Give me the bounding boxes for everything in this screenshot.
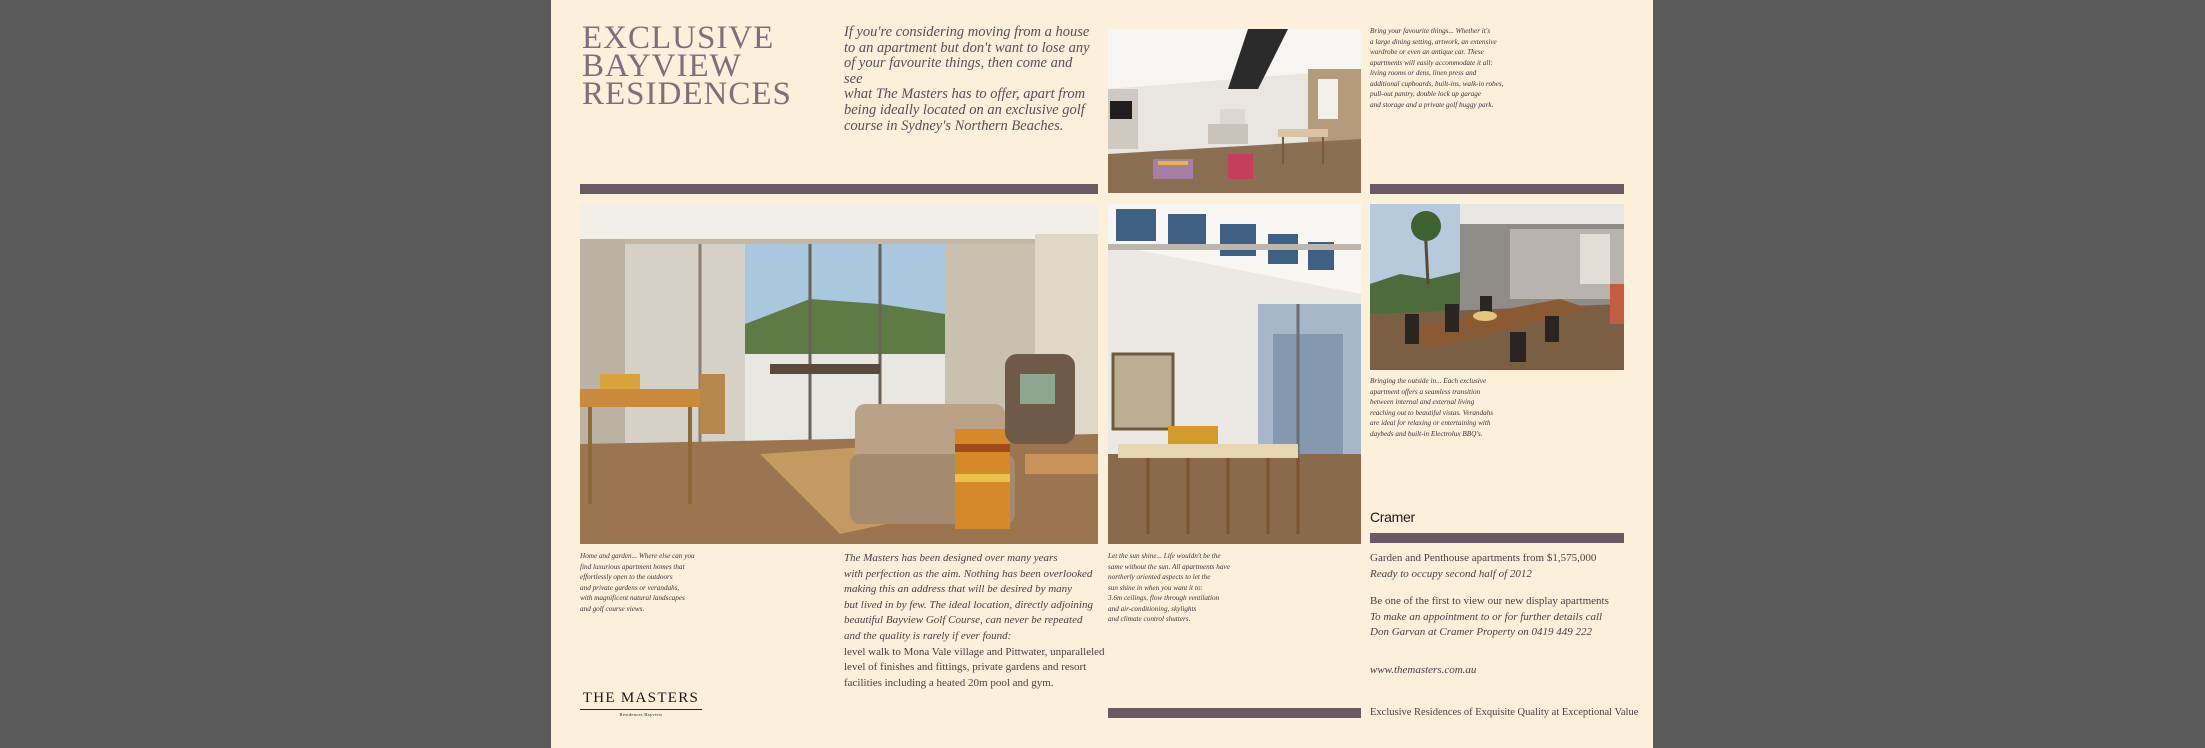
title-line: RESIDENCES — [582, 76, 792, 112]
text-line: The Masters has been designed over many years — [844, 552, 1058, 564]
home-garden-text — [580, 551, 695, 614]
text-line: apartments will easily accommodate it all: — [1370, 58, 1493, 67]
text-line: beautiful Bayview Golf Course, can never be repeated — [844, 614, 1083, 627]
title-line: EXCLUSIVE — [582, 20, 775, 56]
text-line: Let the sun shine... Life wouldn't be the — [1108, 552, 1221, 560]
intro-paragraph — [844, 25, 1090, 134]
text-line: 3.6m ceilings, flow through ventilation — [1108, 594, 1220, 602]
intro-line: of your favourite things, then come and see — [844, 55, 1073, 87]
text-line: effortlessly open to the outdoors — [580, 573, 673, 581]
text-line: sun shine in when you want it to: — [1108, 583, 1203, 592]
intro-line: to an apartment but don't want to lose any — [844, 39, 1090, 56]
tagline: Exclusive Residences of Exquisite Quality at Exceptional Value — [1370, 707, 1639, 718]
text-line: Home and garden... Where else can you — [580, 552, 695, 560]
intro-line: what The Masters has to offer, apart from — [844, 86, 1086, 103]
text-line: and private gardens or verandahs, — [580, 583, 680, 592]
text-line: facilities including a heated 20m pool and gym. — [844, 676, 1054, 689]
text-line: are ideal for relaxing or entertaining with — [1370, 419, 1491, 427]
living-room-photo — [1108, 29, 1361, 193]
appointment-line: Don Garvan at Cramer Property on 0419 449 222 — [1370, 626, 1593, 639]
text-line: and air-conditioning, skylights — [1108, 604, 1197, 613]
text-line: wardrobe or even an antique car. These — [1370, 48, 1484, 56]
accent-bar — [580, 184, 1098, 194]
text-line: level walk to Mona Vale village and Pittwater, unparalleled — [844, 645, 1105, 658]
spacer — [1370, 582, 1609, 594]
text-line: reaching out to beautiful vistas. Verandahs — [1370, 408, 1494, 417]
text-line: same without the sun. All apartments have — [1108, 562, 1230, 571]
text-line: with magnificent natural landscapes — [580, 594, 685, 602]
contact-info — [1370, 551, 1609, 641]
intro-line: being ideally located on an exclusive golf — [844, 101, 1085, 118]
text-line: and storage and a private golf buggy park. — [1370, 100, 1494, 109]
the-masters-logo — [580, 690, 702, 717]
text-line: but lived in by few. The ideal location, directly adjoining — [844, 598, 1093, 611]
text-line: making this an address that will be desired by many — [844, 583, 1073, 596]
sun-shine-text — [1108, 551, 1230, 625]
dining-skylight-photo — [1108, 204, 1361, 544]
price-line: Garden and Penthouse apartments from $1,575,000 — [1370, 552, 1597, 564]
logo-rule — [580, 709, 702, 710]
cramer-logo: Cramer — [1370, 509, 1415, 525]
text-line: pull-out pantry, double lock up garage — [1370, 90, 1481, 98]
favourite-things-text — [1370, 26, 1503, 110]
text-line: and the quality is rarely if ever found: — [844, 629, 1012, 642]
tagline-block — [1370, 705, 1638, 721]
text-line: additional cupboards, built-ins, walk-in robes, — [1370, 79, 1504, 88]
website-block — [1370, 663, 1476, 679]
intro-line: If you're considering moving from a house — [844, 24, 1090, 40]
intro-line: course in Sydney's Northern Beaches. — [844, 117, 1064, 134]
outside-in-text — [1370, 376, 1493, 439]
text-line: with perfection as the aim. Nothing has been overlooked — [844, 567, 1093, 580]
text-line: apartment offers a seamless transition — [1370, 387, 1481, 396]
brochure-page — [551, 0, 1653, 748]
text-line: Bring your favourite things... Whether it's — [1370, 27, 1491, 35]
text-line: find luxurious apartment homes that — [580, 562, 685, 571]
text-line: level of finishes and fittings, private gardens and resort — [844, 661, 1087, 674]
text-line: a large dining setting, artwork, an extensive — [1370, 37, 1497, 46]
main-description — [844, 551, 1105, 691]
masters-logo-text: THE MASTERS — [582, 690, 700, 706]
title-line: BAYVIEW — [582, 48, 742, 84]
text-line: northerly oriented aspects to let the — [1108, 573, 1211, 581]
website-link[interactable]: www.themasters.com.au — [1370, 664, 1477, 676]
text-line: between internal and external living — [1370, 398, 1475, 406]
text-line: living rooms or dens, linen press and — [1370, 69, 1477, 77]
text-line: and climate control shutters. — [1108, 615, 1191, 623]
text-line: daybeds and built-in Electrolux BBQ's. — [1370, 429, 1483, 438]
display-line: Be one of the first to view our new display apartments — [1370, 595, 1609, 608]
page-title — [582, 20, 802, 112]
accent-bar — [1370, 533, 1624, 543]
text-line: and golf course views. — [580, 604, 645, 613]
masters-logo-subtext: Residences Bayview — [619, 712, 663, 717]
open-living-photo — [580, 204, 1098, 544]
ready-line: Ready to occupy second half of 2012 — [1370, 567, 1532, 580]
balcony-dining-photo — [1370, 204, 1624, 370]
accent-bar — [1108, 708, 1361, 718]
text-line: Bringing the outside in... Each exclusive — [1370, 377, 1487, 385]
appointment-line: To make an appointment to or for further details call — [1370, 610, 1603, 623]
accent-bar — [1370, 184, 1624, 194]
